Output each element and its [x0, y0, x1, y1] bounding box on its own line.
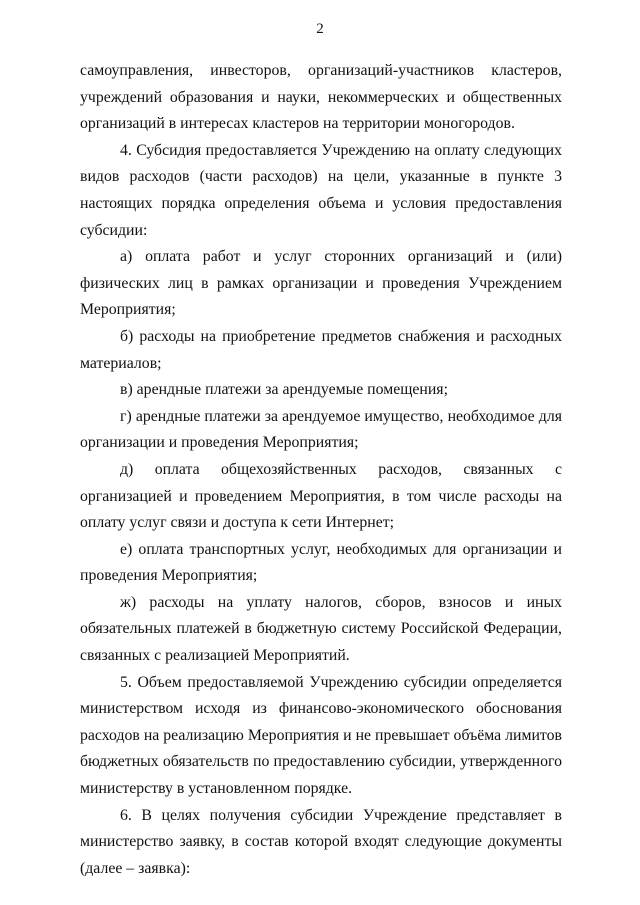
list-item-b: б) расходы на приобретение предметов снабжения и расходных материалов; — [80, 327, 562, 372]
page-number: 2 — [316, 21, 324, 37]
paragraph-6: 6. В целях получения субсидии Учреждение представляет в министерство заявку, в состав которой входят следующие документы (далее – заявка): — [80, 806, 562, 877]
document-body — [80, 58, 562, 882]
list-item-d: д) оплата общехозяйственных расходов, связанных с организацией и проведением Мероприятия, в том числе расходы на оплату услуг связи и доступа к сети Интернет; — [80, 460, 562, 532]
list-item-a: а) оплата работ и услуг сторонних организаций и (или) физических лиц в рамках организации и проведения Учреждением Мероприятия; — [80, 248, 562, 319]
paragraph-continuation: самоуправления, инвесторов, организаций-участников кластеров, учреждений образования и науки, некоммерческих и общественных организаций в интересах кластеров на территории моногородов. — [80, 62, 562, 133]
list-item-zh: ж) расходы на уплату налогов, сборов, взносов и иных обязательных платежей в бюджетную систему Российской Федерации, связанных с реализацией Мероприятий. — [80, 593, 562, 665]
paragraph-4: 4. Субсидия предоставляется Учреждению на оплату следующих видов расходов (части расходов) на цели, указанные в пункте 3 настоящих порядка определения объема и условия предоставления субсидии: — [80, 141, 562, 239]
list-item-g: г) арендные платежи за арендуемое имущество, необходимое для организации и проведения Мероприятия; — [80, 407, 562, 452]
list-item-e: е) оплата транспортных услуг, необходимых для организации и проведения Мероприятия; — [80, 540, 562, 585]
paragraph-5: 5. Объем предоставляемой Учреждению субсидии определяется министерством исходя из финансово-экономического обоснования расходов на реализацию Мероприятия и не превышает объёма лимитов бюджетных обязательств по предоставлению субсидии, утвержденного министерству в установленном порядке. — [80, 673, 562, 798]
list-item-v: в) арендные платежи за арендуемые помещения; — [120, 381, 448, 399]
